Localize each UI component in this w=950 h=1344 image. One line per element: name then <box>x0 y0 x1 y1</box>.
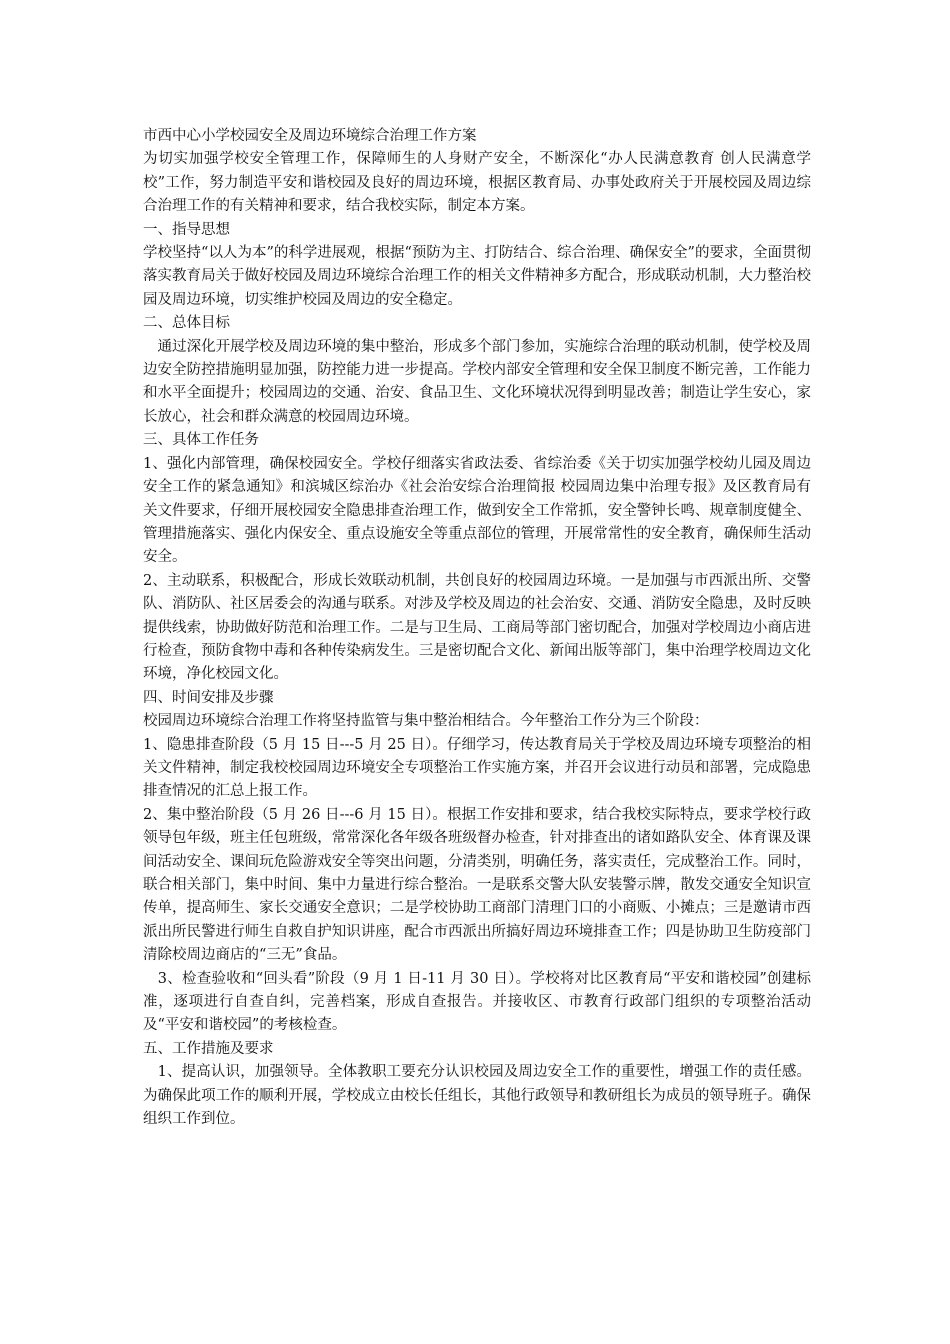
section-heading-overall-goals: 二、总体目标 <box>143 315 230 332</box>
specific-task-2: 2、主动联系，积极配合，形成长效联动机制，共创良好的校园周边环境。一是加强与市西派出所、交警队、消防队、社区居委会的沟通与联系。对涉及学校及周边的社会治安、交通、消防安全隐患，及时反映提供线索，协助做好防范和治理工作。二是与卫生局、工商局等部门密切配合，加强对学校周边小商店进行检查，预防食物中毒和各种传染病发生。三是密切配合文化、新闻出版等部门，集中治理学校周边文化环境，净化校园文化。 <box>143 572 811 683</box>
guiding-ideology-paragraph: 学校坚持“以人为本”的科学进展观，根据“预防为主、打防结合、综合治理、确保安全”的要求，全面贯彻落实教育局关于做好校园及周边环境综合治理工作的相关文件精神多方配合，形成联动机制，大力整治校园及周边环境，切实维护校园及周边的安全稳定。 <box>143 245 811 308</box>
schedule-phase-3: 3、检查验收和“回头看”阶段（9 月 1 日-11 月 30 日）。学校将对比区教育局“平安和谐校园”创建标准，逐项进行自查自纠，完善档案，形成自查报告。并接收区、市教育行政部门组织的专项整治活动及“平安和谐校园”的考核检查。 <box>143 970 811 1034</box>
section-heading-schedule: 四、时间安排及步骤 <box>143 689 274 706</box>
document-title: 市西中心小学校园安全及周边环境综合治理工作方案 <box>143 128 477 144</box>
schedule-phase-2: 2、集中整治阶段（5 月 26 日---6 月 15 日）。根据工作安排和要求，结合我校实际特点，要求学校行政领导包年级，班主任包班级，常常深化各年级各班级督办检查，针对排查出的诸如路队安全、体育课及课间活动安全、课间玩危险游戏安全等突出问题，分清类别，明确任务，落实责任，完成整治工作。同时，联合相关部门，集中时间、集中力量进行综合整治。一是联系交警大队安装警示牌，散发交通安全知识宣传单，提高师生、家长交通安全意识；二是学校协助工商部门清理门口的小商贩、小摊点；三是邀请市西派出所民警进行师生自救自护知识讲座，配合市西派出所搞好周边环境排查工作；四是协助卫生防疫部门清除校周边商店的“三无”食品。 <box>143 806 811 964</box>
section-heading-guiding-ideology: 一、指导思想 <box>143 221 230 238</box>
section-heading-specific-tasks: 三、具体工作任务 <box>143 432 259 449</box>
measure-1: 1、提高认识，加强领导。全体教职工要充分认识校园及周边安全工作的重要性，增强工作的责任感。为确保此项工作的顺利开展，学校成立由校长任组长，其他行政领导和教研组长为成员的领导班子。确保组织工作到位。 <box>143 1064 811 1128</box>
schedule-intro: 校园周边环境综合治理工作将坚持监管与集中整治相结合。今年整治工作分为三个阶段： <box>143 713 709 730</box>
document-body <box>143 125 811 1131</box>
overall-goals-paragraph: 通过深化开展学校及周边环境的集中整治，形成多个部门参加，实施综合治理的联动机制，使学校及周边安全防控措施明显加强，防控能力进一步提高。学校内部安全管理和安全保卫制度不断完善，工作能力和水平全面提升；校园周边的交通、治安、食品卫生、文化环境状况得到明显改善；制造让学生安心，家长放心，社会和群众满意的校园周边环境。 <box>143 338 811 425</box>
schedule-phase-1: 1、隐患排查阶段（5 月 15 日---5 月 25 日）。仔细学习，传达教育局关于学校及周边环境专项整治的相关文件精神，制定我校校园周边环境安全专项整治工作实施方案，并召开会议进行动员和部署，完成隐患排查情况的汇总上报工作。 <box>143 736 811 800</box>
specific-task-1: 1、强化内部管理，确保校园安全。学校仔细落实省政法委、省综治委《关于切实加强学校幼儿园及周边安全工作的紧急通知》和滨城区综治办《社会治安综合治理简报 校园周边集中治理专报》及区教育局有关文件要求，仔细开展校园安全隐患排查治理工作，做到安全工作常抓，安全警钟长鸣、规章制度健全、管理措施落实、强化内保安全、重点设施安全等重点部位的管理，开展常常性的安全教育，确保师生活动安全。 <box>143 455 811 566</box>
intro-paragraph: 为切实加强学校安全管理工作，保障师生的人身财产安全，不断深化“办人民满意教育 创人民满意学校”工作，努力制造平安和谐校园及良好的周边环境，根据区教育局、办事处政府关于开展校园及周边综合治理工作的有关精神和要求，结合我校实际，制定本方案。 <box>143 151 811 215</box>
section-heading-measures: 五、工作措施及要求 <box>143 1040 274 1057</box>
